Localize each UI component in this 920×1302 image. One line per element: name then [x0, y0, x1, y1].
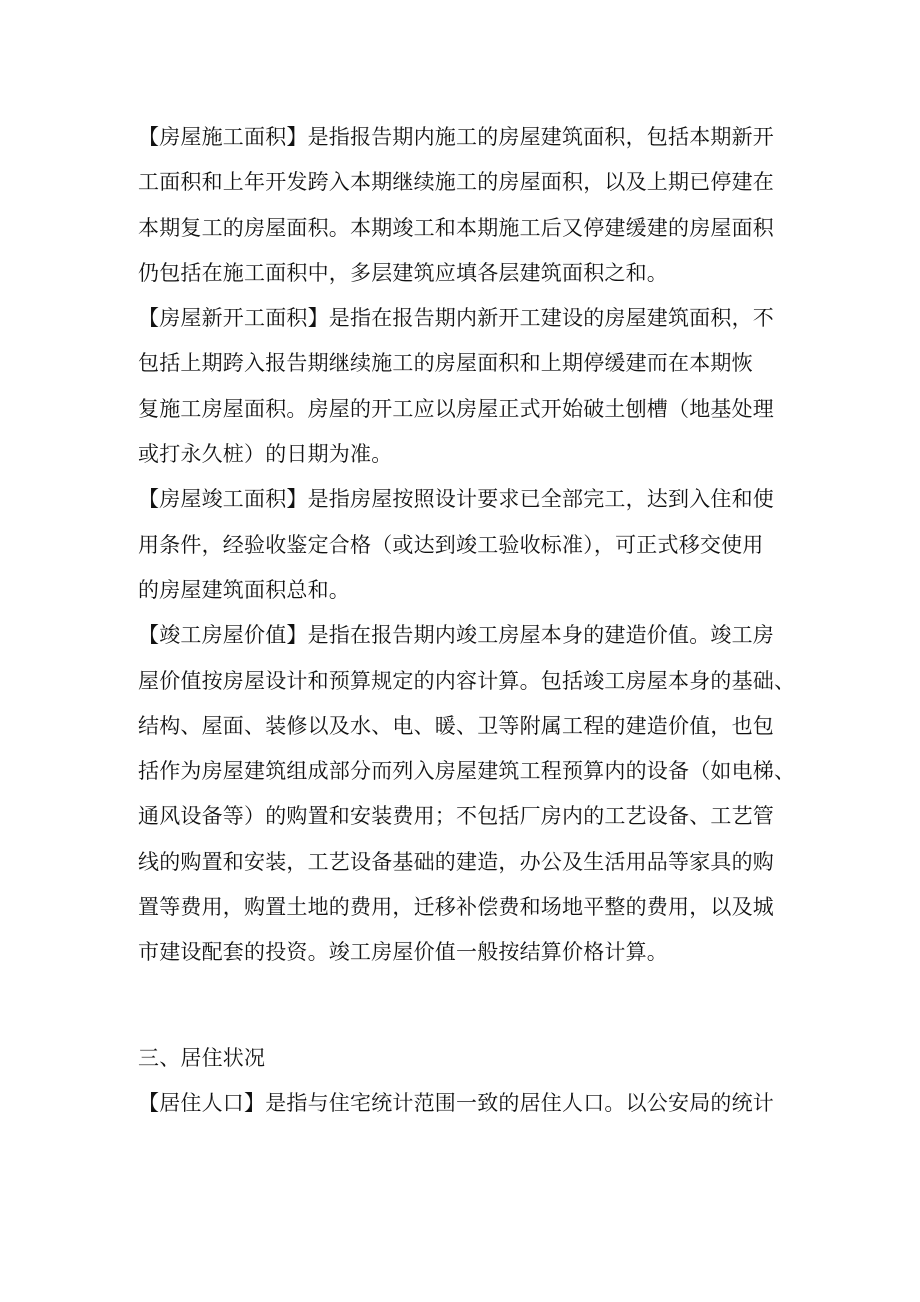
paragraph-completed-value	[138, 613, 796, 975]
paragraph-new-construction-area	[138, 296, 788, 477]
text-line: 通风设备等）的购置和安装费用；不包括厂房内的工艺设备、工艺管	[138, 804, 774, 829]
paragraph-resident-population	[138, 1081, 788, 1126]
text-line: 或打永久桩）的日期为准。	[138, 442, 393, 467]
paragraph-completed-area	[138, 477, 788, 613]
text-line: 置等费用，购置土地的费用，迁移补偿费和场地平整的费用，以及城	[138, 895, 774, 920]
text-line: 【房屋竣工面积】是指房屋按照设计要求已全部完工，达到入住和使	[138, 487, 774, 512]
blank-spacer	[138, 976, 788, 1037]
text-line: 复施工房屋面积。房屋的开工应以房屋正式开始破土刨槽（地基处理	[138, 396, 774, 421]
text-line: 【竣工房屋价值】是指在报告期内竣工房屋本身的建造价值。竣工房	[138, 623, 774, 648]
text-line: 用条件，经验收鉴定合格（或达到竣工验收标准），可正式移交使用	[138, 532, 764, 557]
text-line: 结构、屋面、装修以及水、电、暖、卫等附属工程的建造价值，也包	[138, 713, 774, 738]
text-line: 本期复工的房屋面积。本期竣工和本期施工后又停建缓建的房屋面积	[138, 215, 774, 240]
text-line: 括作为房屋建筑组成部分而列入房屋建筑工程预算内的设备（如电梯、	[138, 759, 796, 784]
text-line: 【房屋新开工面积】是指在报告期内新开工建设的房屋建筑面积，不	[138, 306, 774, 331]
paragraph-construction-area	[138, 115, 788, 296]
section-heading: 三、居住状况	[138, 1046, 266, 1071]
text-line: 仍包括在施工面积中，多层建筑应填各层建筑面积之和。	[138, 260, 668, 285]
text-line: 市建设配套的投资。竣工房屋价值一般按结算价格计算。	[138, 940, 668, 965]
text-line: 【居住人口】是指与住宅统计范围一致的居住人口。以公安局的统计	[138, 1091, 774, 1116]
text-line: 工面积和上年开发跨入本期继续施工的房屋面积，以及上期已停建在	[138, 170, 774, 195]
text-line: 包括上期跨入报告期继续施工的房屋面积和上期停缓建而在本期恢	[138, 351, 753, 376]
text-line: 屋价值按房屋设计和预算规定的内容计算。包括竣工房屋本身的基础、	[138, 668, 796, 693]
text-line: 【房屋施工面积】是指报告期内施工的房屋建筑面积，包括本期新开	[138, 125, 774, 149]
text-line: 线的购置和安装，工艺设备基础的建造，办公及生活用品等家具的购	[138, 849, 774, 874]
document-page	[138, 115, 796, 1127]
text-line: 的房屋建筑面积总和。	[138, 577, 350, 602]
